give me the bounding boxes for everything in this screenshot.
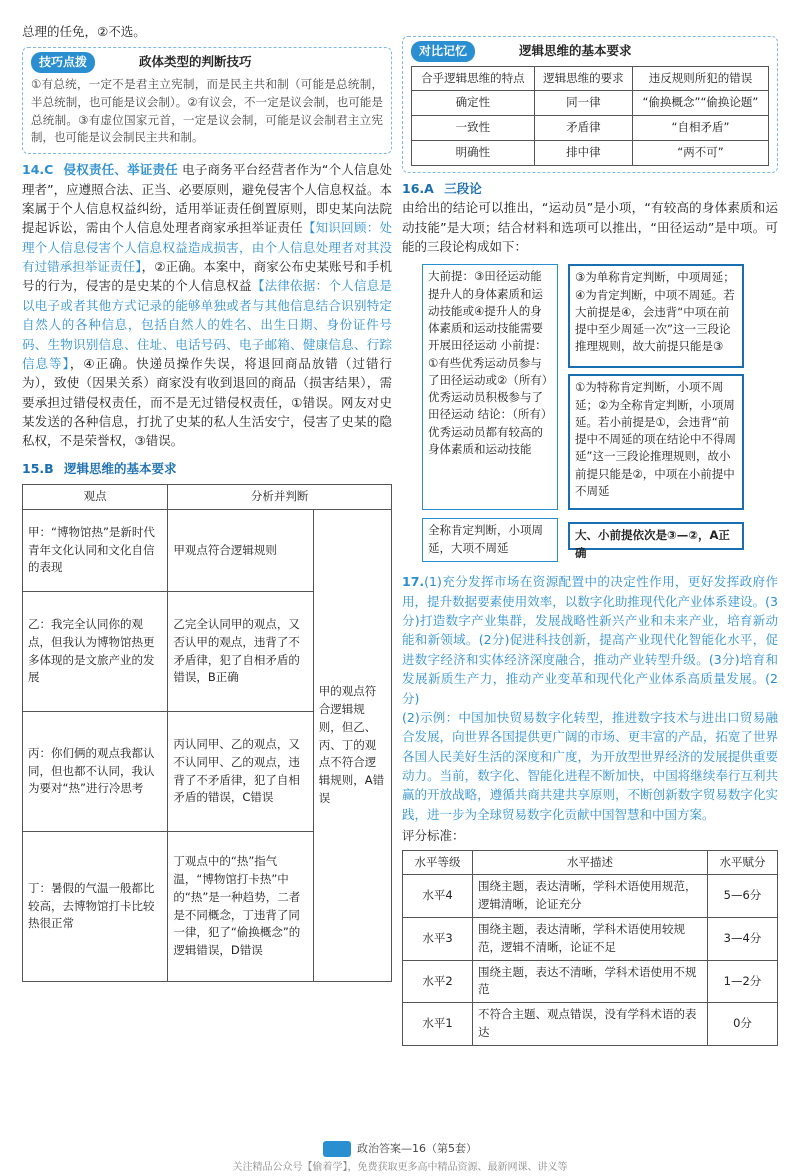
syllogism-diagram xyxy=(402,260,778,570)
rubric-cell: 水平4 xyxy=(403,875,473,918)
q15-heading xyxy=(22,459,392,478)
q16-num: 16.A xyxy=(402,180,434,196)
page-label: 政治答案—16（第5套） xyxy=(357,1142,477,1155)
q14-p2: ，④正确。快递员操作失误，将退回商品放错（过错行为），致使（因果关系）商家没有收到退回的商品（损害结果），需要承担过错侵权责任，而不是无过错侵权责任，①错误。网友对史某发送的各种信息，打扰了史某的私人生活安宁，侵害了史某的隐私权，不是荣誉权，③错误。 xyxy=(22,355,392,449)
rubric-cell: 围绕主题，表达清晰，学科术语使用规范，逻辑清晰，论证充分 xyxy=(473,875,708,918)
compare-tag: 对比记忆 xyxy=(411,41,475,62)
compare-header: 合乎逻辑思维的特点 xyxy=(412,66,535,91)
compare-cell: “偷换概念”“偷换论题” xyxy=(632,91,768,116)
q14-note1: 【知识回顾：处理个人信息侵害个人信息权益造成损害，由个人信息处理者对其没有过错承担举证责任】 xyxy=(22,220,392,275)
rubric-header: 水平等级 xyxy=(403,850,473,875)
minor-premise-analysis: ①为特称肯定判断，小项不周延；②为全称肯定判断，小项周延。若小前提是①，会违背“前提中不周延的项在结论中不得周延”这一三段论推理规则，故小前提只能是②，中项在小前提中不周延 xyxy=(568,374,744,510)
compare-cell: “两不可” xyxy=(632,141,768,166)
rubric-cell: 不符合主题、观点错误，没有学科术语的表达 xyxy=(473,1003,708,1046)
rubric-cell: 水平2 xyxy=(403,960,473,1003)
rubric-label: 评分标准： xyxy=(402,828,465,844)
q14-section xyxy=(22,160,392,451)
compare-title: 逻辑思维的基本要求 xyxy=(519,43,632,58)
rubric-header: 水平描述 xyxy=(473,850,708,875)
tip-title: 政体类型的判断技巧 xyxy=(139,54,252,70)
q14-note2: 【法律依据：个人信息是以电子或者其他方式记录的能够单独或者与其他信息结合识别特定自然人的各种信息，包括自然人的姓名、出生日期、身份证件号码、生物识别信息、住址、电话号码、电子邮箱、健康信息、行踪信息等】 xyxy=(22,278,392,371)
compare-cell: 矛盾律 xyxy=(534,116,632,141)
q16-intro: 由给出的结论可以推出，“运动员”是小项，“有较高的身体素质和运动技能”是大项；结合材料和选项可以推出，“田径运动”是中项。可能的三段论构成如下： xyxy=(402,200,778,254)
conclusion-note: 全称肯定判断，小项周延，大项不周延 xyxy=(422,518,558,562)
q15-merged-cell: 甲的观点符合逻辑规则，但乙、丙、丁的观点不符合逻辑规则，A错误 xyxy=(313,510,391,982)
rubric-cell: 水平1 xyxy=(403,1003,473,1046)
answer-box: 大、小前提依次是③—②，A正确 xyxy=(568,522,744,550)
q15-row-view: 丙：你们俩的观点我都认同，但也都不认同，我认为要对“热”进行冷思考 xyxy=(23,712,168,832)
rubric-table xyxy=(402,850,778,1046)
left-column xyxy=(22,0,392,982)
footer-note: 关注精品公众号【偷着学】，免费获取更多高中精品资源、最新网课、讲义等 xyxy=(232,1162,568,1173)
compare-header: 违反规则所犯的错误 xyxy=(632,66,768,91)
rubric-cell: 0分 xyxy=(708,1003,778,1046)
q14-p1: 电子商务平台经营者作为“个人信息处理者”，应遵照合法、正当、必要原则，避免侵害个人信息权益。本案属于个人信息权益纠纷，适用举证责任倒置原则，即史某向法院提起诉讼，需由个人信息处理者商家承担举证责任 xyxy=(22,162,392,236)
q15-topic: 逻辑思维的基本要求 xyxy=(64,460,177,476)
tip-tag: 技巧点拨 xyxy=(31,52,95,73)
q17-part2: (2)示例：中国加快贸易数字化转型，推进数字技术与进出口贸易融合发展，向世界各国提供更广阔的市场、更丰富的产品，拓宽了世界各国人民美好生活的深度和广度，为开放型世界经济的发展提供重要动力。当前，数字化、智能化进程不断加快，中国将继续奉行互利共赢的开放战略，遵循共商共建共享原则，不断创新数字贸易数字化实践，进一步为全球贸易数字化贡献中国智慧和中国方案。 xyxy=(402,709,778,822)
q15-header-analysis: 分析并判断 xyxy=(168,485,392,510)
rubric-cell: 1—2分 xyxy=(708,960,778,1003)
compare-cell: 一致性 xyxy=(412,116,535,141)
right-column xyxy=(402,0,778,1046)
q17-part1: (1)充分发挥市场在资源配置中的决定性作用，更好发挥政府作用，提升数据要素使用效率，以数字化助推现代化产业体系建设。(3分)打造数字产业集群，发展战略性新兴产业和未来产业，培育新动能和新领域。(2分)促进科技创新，提高产业现代化智能化水平，促进数字经济和实体经济深度融合，推动产业转型升级。(3分)培育和发展新质生产力，推动产业变革和现代化产业体系高质量发展。(2分) xyxy=(402,574,778,706)
rubric-cell: 5—6分 xyxy=(708,875,778,918)
q15-row-analysis: 甲观点符合逻辑规则 xyxy=(168,510,313,592)
compare-cell: “自相矛盾” xyxy=(632,116,768,141)
q15-row-analysis: 丁观点中的“热”指气温，“博物馆打卡热”中的“热”是一种趋势，二者是不同概念，丁违背了同一律，犯了“偷换概念”的逻辑错误，D错误 xyxy=(168,832,313,982)
page-footer xyxy=(0,1140,800,1157)
rubric-cell: 水平3 xyxy=(403,918,473,961)
rubric-cell: 3—4分 xyxy=(708,918,778,961)
compare-box xyxy=(402,36,778,173)
compare-table xyxy=(411,66,769,166)
q15-row-view: 丁：暑假的气温一般都比较高，去博物馆打卡比较热很正常 xyxy=(23,832,168,982)
tip-body: ①有总统，一定不是君主立宪制，而是民主共和制（可能是总统制，半总统制，也可能是议会制）。②有议会，不一定是议会制，也可能是总统制。③有虚位国家元首，一定是议会制，可能是议会制君主立宪制，也可能是议会制民主共和制。 xyxy=(31,76,383,145)
q15-table xyxy=(22,484,392,982)
q15-header-view: 观点 xyxy=(23,485,168,510)
major-premise-analysis: ③为单称肯定判断，中项周延；④为肯定判断，中项不周延。若大前提是④，会违背“中项在前提中至少周延一次”这一三段论推理规则，故大前提只能是③ xyxy=(568,264,744,368)
q15-row-view: 甲：“博物馆热”是新时代青年文化认同和文化自信的表现 xyxy=(23,510,168,592)
q15-num: 15.B xyxy=(22,460,54,476)
q16-heading xyxy=(402,179,778,198)
compare-cell: 确定性 xyxy=(412,91,535,116)
q14-num: 14.C xyxy=(22,162,54,178)
q17-num: 17. xyxy=(402,574,425,590)
q15-row-analysis: 乙完全认同甲的观点，又否认甲的观点，违背了不矛盾律，犯了自相矛盾的错误，B正确 xyxy=(168,592,313,712)
rubric-cell: 围绕主题，表达清晰，学科术语使用较规范，逻辑不清晰，论证不足 xyxy=(473,918,708,961)
publisher-logo-icon xyxy=(323,1141,351,1157)
q16-topic: 三段论 xyxy=(444,180,482,196)
compare-header: 逻辑思维的要求 xyxy=(534,66,632,91)
compare-cell: 同一律 xyxy=(534,91,632,116)
rubric-cell: 围绕主题，表达不清晰，学科术语使用不规范 xyxy=(473,960,708,1003)
compare-cell: 排中律 xyxy=(534,141,632,166)
q14-p1-end: ，②正确。本案中，商家公布史某账号和手机号的行为，侵害的是史某的个人信息权益 xyxy=(22,259,392,294)
q15-row-view: 乙：我完全认同你的观点，但我认为博物馆热更多体现的是文旅产业的发展 xyxy=(23,592,168,712)
premises-box: 大前提：③田径运动能提升人的身体素质和运动技能或④提升人的身体素质和运动技能需要开展田径运动 小前提：①有些优秀运动员参与了田径运动或②（所有）优秀运动员积极参与了田径运动 结论：（所有）优秀运动员都有较高的身体素质和运动技能 xyxy=(422,264,558,510)
q17-section xyxy=(402,572,778,1046)
intro-line: 总理的任免，②不选。 xyxy=(22,24,146,39)
q15-row-analysis: 丙认同甲、乙的观点，又不认同甲、乙的观点，违背了不矛盾律，犯了自相矛盾的错误，C错误 xyxy=(168,712,313,832)
q14-topic: 侵权责任、举证责任 xyxy=(63,162,178,178)
compare-cell: 明确性 xyxy=(412,141,535,166)
tip-box xyxy=(22,47,392,154)
rubric-header: 水平赋分 xyxy=(708,850,778,875)
